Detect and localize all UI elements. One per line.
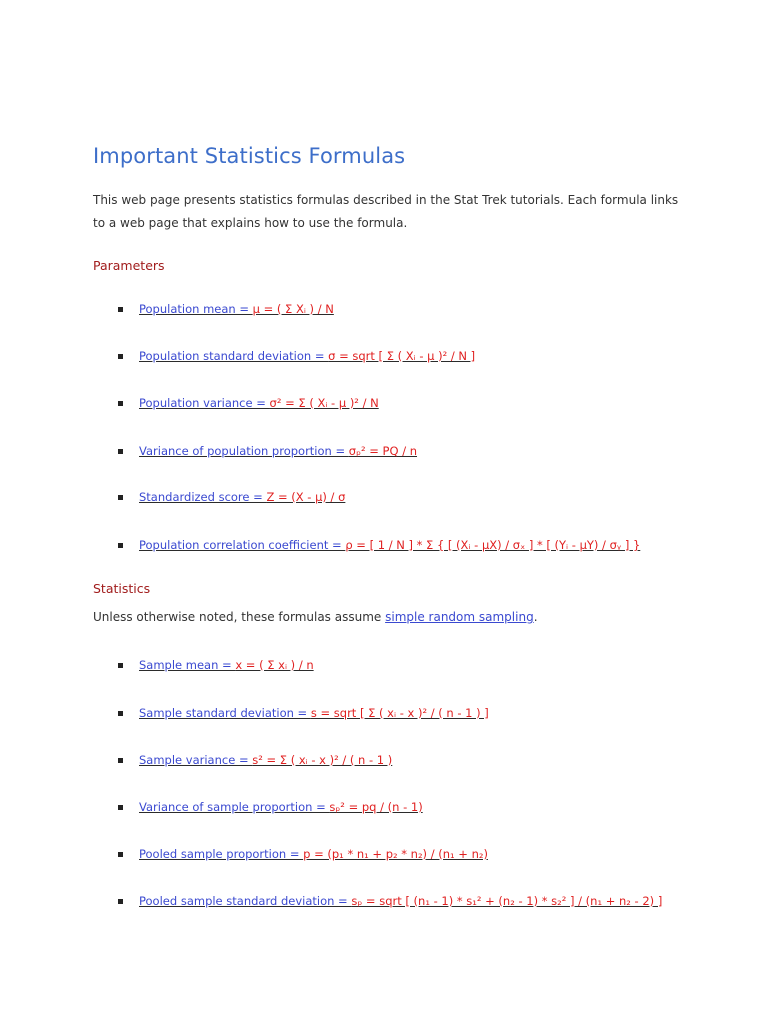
formula-text: ρ = [ 1 / N ] * Σ { [ (Xᵢ - μX) / σₓ ] * [ (Yᵢ - μY) / σᵧ ] } bbox=[345, 538, 641, 552]
bullet-icon bbox=[118, 495, 123, 500]
formula-link-population-variance[interactable] bbox=[139, 395, 379, 411]
formula-link-sample-variance[interactable] bbox=[139, 752, 392, 768]
formula-text: x = ( Σ xᵢ ) / n bbox=[235, 658, 314, 672]
simple-random-sampling-link[interactable]: simple random sampling bbox=[385, 610, 534, 624]
bullet-icon bbox=[118, 307, 123, 312]
bullet-icon bbox=[118, 401, 123, 406]
formula-link-standardized-score[interactable] bbox=[139, 489, 345, 505]
formula-link-variance-population-proportion[interactable] bbox=[139, 443, 417, 459]
formula-label: Variance of population proportion = bbox=[139, 444, 349, 458]
formula-link-variance-sample-proportion[interactable] bbox=[139, 799, 423, 815]
formula-label: Standardized score = bbox=[139, 490, 267, 504]
formula-link-pooled-sample-proportion[interactable] bbox=[139, 846, 488, 862]
bullet-icon bbox=[118, 711, 123, 716]
formula-link-population-std-dev[interactable] bbox=[139, 348, 475, 364]
formula-text: μ = ( Σ Xᵢ ) / N bbox=[252, 302, 334, 316]
formula-text: s² = Σ ( xᵢ - x )² / ( n - 1 ) bbox=[252, 753, 393, 767]
formula-text: σₚ² = PQ / n bbox=[348, 444, 418, 458]
bullet-icon bbox=[118, 449, 123, 454]
formula-link-sample-std-dev[interactable] bbox=[139, 705, 489, 721]
formula-label: Sample standard deviation = bbox=[139, 706, 311, 720]
formula-text: s = sqrt [ Σ ( xᵢ - x )² / ( n - 1 ) ] bbox=[310, 706, 489, 720]
note-suffix: . bbox=[533, 610, 538, 624]
bullet-icon bbox=[118, 758, 123, 763]
parameters-heading: Parameters bbox=[93, 258, 165, 273]
formula-link-pooled-sample-std-dev[interactable] bbox=[139, 893, 662, 909]
note-prefix: Unless otherwise noted, these formulas assume bbox=[93, 610, 386, 624]
formula-link-population-correlation[interactable] bbox=[139, 537, 640, 553]
formula-label: Sample variance = bbox=[139, 753, 253, 767]
formula-text: sₚ = sqrt [ (n₁ - 1) * s₁² + (n₂ - 1) * s₂² ] / (n₁ + n₂ - 2) ] bbox=[351, 894, 663, 908]
formula-label: Pooled sample standard deviation = bbox=[139, 894, 352, 908]
formula-label: Sample mean = bbox=[139, 658, 236, 672]
formula-label: Population variance = bbox=[139, 396, 270, 410]
bullet-icon bbox=[118, 852, 123, 857]
bullet-icon bbox=[118, 805, 123, 810]
formula-label: Population correlation coefficient = bbox=[139, 538, 346, 552]
statistics-heading: Statistics bbox=[93, 581, 151, 596]
bullet-icon bbox=[118, 543, 123, 548]
bullet-icon bbox=[118, 899, 123, 904]
formula-label: Pooled sample proportion = bbox=[139, 847, 304, 861]
formula-text: Z = (X - μ) / σ bbox=[266, 490, 346, 504]
formula-text: sₚ² = pq / (n - 1) bbox=[329, 800, 423, 814]
formula-text: σ² = Σ ( Xᵢ - μ )² / N bbox=[269, 396, 379, 410]
sampling-note bbox=[93, 610, 538, 624]
formula-label: Population standard deviation = bbox=[139, 349, 329, 363]
page-title: Important Statistics Formulas bbox=[93, 144, 406, 168]
bullet-icon bbox=[118, 663, 123, 668]
bullet-icon bbox=[118, 354, 123, 359]
intro-paragraph: This web page presents statistics formulas described in the Stat Trek tutorials. Each formula links to a web page that explains how to use the formula. bbox=[93, 193, 679, 230]
formula-label: Population mean = bbox=[139, 302, 253, 316]
formula-link-sample-mean[interactable] bbox=[139, 657, 314, 673]
formula-text: σ = sqrt [ Σ ( Xᵢ - μ )² / N ] bbox=[328, 349, 476, 363]
formula-link-population-mean[interactable] bbox=[139, 301, 334, 317]
formula-label: Variance of sample proportion = bbox=[139, 800, 330, 814]
formula-text: p = (p₁ * n₁ + p₂ * n₂) / (n₁ + n₂) bbox=[303, 847, 488, 861]
